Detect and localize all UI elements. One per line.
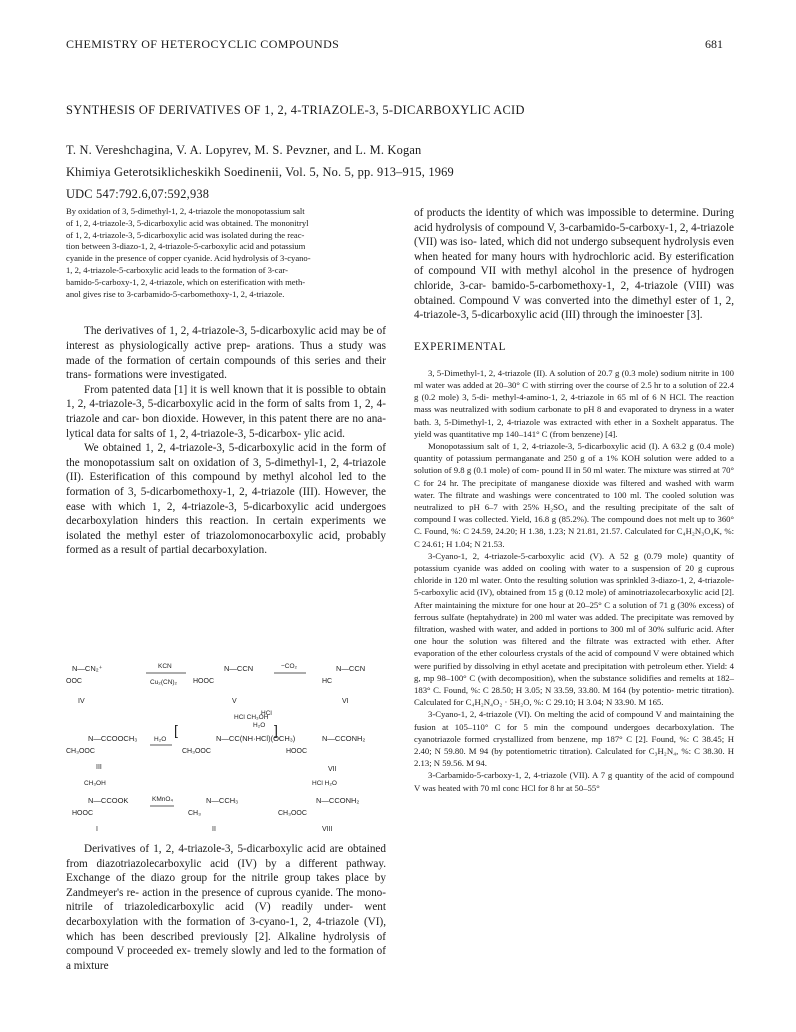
compound-label: VIII	[322, 826, 333, 833]
paragraph: 3-Cyano-1, 2, 4-triazole (VI). On melting the acid of compound V and maintaining the fusion at 105–110° C for 5 min the compound undergoes decarboxylation. The cyanotriazole formed crystallized from benzene, mp 187° C [2]. Found, %: C 38.45; H 2.40; N 59.80. M 94 (by potentiometric titration). Calculated for C₃H₂N₄, %: C 38.30. H 2.13; N 59.56. M 94.	[414, 709, 734, 769]
compound-formula: N—CN₂⁺	[72, 664, 103, 673]
compound-substituent: CH₃OOC	[182, 748, 211, 755]
paragraph: The derivatives of 1, 2, 4-triazole-3, 5-dicarboxylic acid may be of interest as physiologically active prep- arations. Thus a study was made of the formation of certain compounds of this series and their trans- formations were investigated.	[66, 325, 386, 382]
abstract-line: of 1, 2, 4-triazole-3, 5-dicarboxylic acid was obtained. The mononitryl	[66, 217, 309, 228]
compound-label: V	[232, 698, 237, 705]
intro-text	[66, 324, 386, 558]
reagent-label: KCN	[158, 663, 172, 670]
experimental-text	[414, 367, 734, 794]
compound-iii	[66, 734, 137, 771]
reagent-label: HCl CH₃OH	[234, 714, 269, 721]
compound-substituent: HOOC	[286, 748, 307, 755]
compound-substituent: HOOC	[193, 678, 214, 685]
reagent-label: KMnO₄	[152, 796, 174, 803]
paragraph: 3-Carbamido-5-carboxy-1, 2, 4-triazole (VII). A 7 g quantity of the acid of compound V was heated with 70 ml conc HCl for 8 hr at 50–55°	[414, 770, 734, 793]
compound-formula: N—CC(NH·HCl)(OCH₃)	[216, 734, 296, 743]
compound-label: I	[96, 826, 98, 833]
reagent-label: CH₃OH	[84, 780, 106, 787]
right-intro	[414, 206, 734, 323]
compound-formula: N—CCONH₂	[316, 796, 360, 805]
compound-substituent: CH₃OOC	[278, 810, 307, 817]
abstract-line: of 1, 2, 4-triazole-3, 5-dicarboxylic acid was isolated during the reac-	[66, 229, 305, 240]
compound-substituent: OOC	[66, 678, 82, 685]
paragraph: From patented data [1] it is well known that it is possible to obtain 1, 2, 4-triazole-3, 5-dicarboxylic acid in the form of salts from 1, 2, 4-triazole and car- bon dioxide. However, in this patent there are no ana- lytical data for salts of 1, 2, 4-triazole-3, 5-dicarbox- ylic acid.	[66, 383, 386, 440]
paragraph: of products the identity of which was impossible to determine. During acid hydrolysis of compound V, 3-carbamido-5-carboxy-1, 2, 4-triazole (VII) was iso- lated, which did not undergo subsequent hydrolysis even when heated for many hours with hydrochloric acid. By esterification of compound VII with methyl alcohol in the presence of hydrogen chloride, 3-car- bamido-5-carbomethoxy-1, 2, 4-triazole (VIII) was obtained. Compound V was converted into the dimethyl ester of 1, 2, 4-triazole-3, 5-dicarboxylic acid (III) through the iminoester [3].	[414, 207, 734, 322]
article-title: SYNTHESIS OF DERIVATIVES OF 1, 2, 4-TRIAZOLE-3, 5-DICARBOXYLIC ACID	[66, 103, 525, 117]
compound-label: VI	[342, 698, 349, 705]
iminoester-intermediate	[174, 722, 296, 755]
compound-formula: N—CCOOK	[88, 796, 129, 805]
compound-substituent: HOOC	[72, 810, 93, 817]
reagent-label: H₂O	[154, 736, 167, 743]
citation-source: Khimiya Geterotsiklicheskikh Soedinenii, Vol. 5, No. 5, pp. 913–915, 1969	[66, 165, 454, 179]
compound-viii	[278, 796, 359, 833]
abstract-line: anol gives rise to 3-carbamido-5-carbomethoxy-1, 2, 4-triazole.	[66, 288, 285, 299]
abstract-line: 1, 2, 4-triazole-5-carboxylic acid leads to the formation of 3-car-	[66, 264, 288, 275]
compound-formula: N—CCH₃	[206, 796, 239, 805]
udc-code: UDC 547:792.6,07:592,938	[66, 187, 210, 201]
abstract-line: bamido-5-carboxy-1, 2, 4-triazole, which on esterification with meth-	[66, 276, 306, 287]
right-column	[414, 206, 734, 794]
abstract-line: By oxidation of 3, 5-dimethyl-1, 2, 4-triazole the monopotassium salt	[66, 206, 305, 216]
page-number: 681	[705, 37, 723, 51]
reagent-label: −CO₂	[281, 663, 298, 670]
left-column	[66, 206, 386, 558]
compound-vii	[286, 734, 365, 773]
authors: T. N. Vereshchagina, V. A. Lopyrev, M. S. Pevzner, and L. M. Kogan	[66, 143, 422, 157]
compound-formula: N—CCN	[336, 664, 366, 673]
compound-formula: N—CCOOCH₃	[88, 734, 138, 743]
compound-vi	[322, 664, 365, 705]
abstract	[66, 206, 386, 300]
compound-iv	[66, 664, 103, 705]
paragraph: We obtained 1, 2, 4-triazole-3, 5-dicarboxylic acid in the form of the monopotassium salt on oxidation of 3, 5-dimethyl-1, 2, 4-triazole (II). Esterification of this compound by methyl alcohol led to the formation of 3, 5-dicarbomethoxy-1, 2, 4-triazole (III). However, the ease with which 1, 2, 4-triazole-3, 5-dicarboxylic acid undergoes decarboxylation hinders this reaction. In certain experiments we isolated the methyl ester of triazolomonocarboxylic acid, probably formed as a result of partial decarboxylation.	[66, 442, 386, 557]
reagent-label: Cu₂(CN)₂	[150, 679, 178, 686]
compound-substituent: CH₃OOC	[66, 748, 95, 755]
paragraph: 3, 5-Dimethyl-1, 2, 4-triazole (II). A solution of 20.7 g (0.3 mole) sodium nitrite in 100 ml water was added at 20–30° C with stirring over the course of 2.5 hr to a solution of 22.4 g (0.2 mole) 3, 5-di- methyl-4-amino-1, 2, 4-triazole in 65 ml of 6 N HCl. The reaction mass was neutralized with sodium carbonate to pH 8 and evaporated to dryness in a water bath. 3, 5-Dimethyl-1, 2, 4-triazole was extracted with ether in a Soxhelt apparatus. The yield was quantitative mp 140–141° C (from benzene) [4].	[414, 367, 734, 439]
compound-i	[72, 796, 128, 833]
section-heading: EXPERIMENTAL	[414, 340, 507, 353]
compound-label: II	[212, 826, 216, 833]
compound-formula: N—CCONH₂	[322, 734, 366, 743]
compound-label: III	[96, 764, 102, 771]
left-column-continued	[66, 842, 386, 973]
abstract-line: cyanide in the presence of copper cyanide. Acid hydrolysis of 3-cyano-	[66, 253, 311, 264]
compound-v	[193, 664, 253, 705]
paragraph: 3-Cyano-1, 2, 4-triazole-5-carboxylic acid (V). A 52 g (0.79 mole) quantity of potassium cyanide was added on cooling with water to a suspension of 20 g cuprous chloride in 120 ml water. Onto the resulting solution was sprinkled 3-diazo-1, 2, 4-triazole-5-carboxylic acid (IV), obtained from 15 g (0.12 mole) of aminotriazolecarboxylic acid [2]. After maintaining the mixture for one hour at 20–25° C a solution of 71 g (30% excess) of ferrous sulfate (heptahydrate) in 200 ml water was added. The precipitate was removed by filtration, washed with water, and added in portions to 300 ml of 30% sulfuric acid. After one hour the solution was filtered and the filtrate was extracted with ether. After evaporation of the ether colourless crystals of the acid of compound V were obtained which were purified by dissolving in ethyl acetate and precipitation with petroleum ether. Yield: 4 g, mp 98–100° C (with decomposition), when the substance solidifies and remelts at 182–183° C. Found, %: C 28.50; H 3.05; N 33.59, 33.80. M 164 (by potentio- metric titration). Calculated for C₄H₂N₄O₂ · 5H₂O, %: C 29.10; H 3.04; N 33.90. M 165.	[414, 550, 734, 708]
compound-substituent: CH₃	[188, 810, 201, 817]
bracket: [	[174, 722, 178, 738]
reagent-label: HCl H₂O	[312, 780, 337, 787]
compound-ii	[188, 796, 238, 833]
reagent-label: H₂O	[253, 722, 266, 729]
reaction-scheme	[66, 657, 386, 835]
compound-label: IV	[78, 698, 85, 705]
running-head: CHEMISTRY OF HETEROCYCLIC COMPOUNDS	[66, 37, 340, 51]
paragraph: Derivatives of 1, 2, 4-triazole-3, 5-dicarboxylic acid are obtained from diazotriazolecarboxylic acid (IV) by a different pathway. Exchange of the diazo group for the nitrile group takes place by Zandmeyer's re- action in the presence of cuprous cyanide. The mono- nitrile of triazoledicarboxylic acid (V) readily under- went decarboxylation with the formation of 3-cyano-1, 2, 4-triazole (VI), which has been described previously [2]. Alkaline hydrolysis of compound V proceeded ex- tremely slowly and led to the formation of a mixture	[66, 843, 386, 972]
paragraph: Monopotassium salt of 1, 2, 4-triazole-3, 5-dicarboxylic acid (I). A 63.2 g (0.4 mole) quantity of potassium permanganate and 250 g of a 1% KOH solution were added to a solution of 9.8 g (0.1 mole) of com- pound II in 50 ml water. The mixture was stirred at 70° C for 24 hr. The precipitate of manganese dioxide was filtered and washed with warm water. The filtrate and washings were concentrated to 100 ml. The cooled solution was neutralized to pH 6–7 with 25% H₂SO₄ and the resulting precipitate of the salt of compound I was collected. Yield, 16.8 g (85.2%). The compound does not melt up to 360° C. Found, %: C 24.59, 24.20; H 1.38, 1.23; N 21.81, 21.57. Calculated for C₄H₂N₃O₄K, %: C 24.61; H 1.04; N 21.53.	[414, 440, 734, 549]
compound-formula: N—CCN	[224, 664, 254, 673]
bracket: ]	[274, 722, 278, 738]
abstract-line: tion between 3-diazo-1, 2, 4-triazole-5-carboxylic acid and potassium	[66, 241, 306, 252]
compound-substituent: HC	[322, 678, 333, 685]
compound-label: VII	[328, 766, 337, 773]
reagent-label: HCl	[261, 710, 272, 717]
